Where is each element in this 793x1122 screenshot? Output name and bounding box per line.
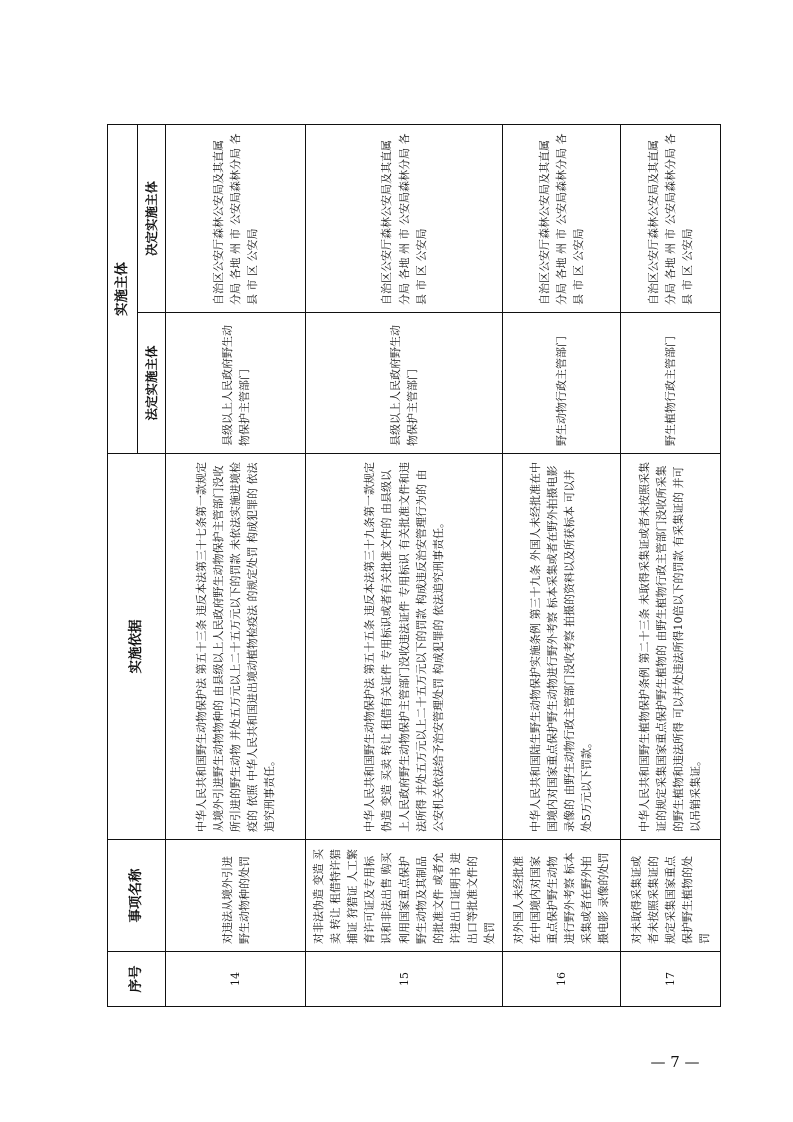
table-row [620, 125, 720, 1007]
page-number: — 7 — [650, 1053, 700, 1071]
row-decide-subject: 自治区公安厅森林公安局及其直属分局 各地 州 市 公安局森林分局 各县 市 区 公安局 [166, 125, 306, 313]
row-name: 对违法从境外引进野生动物种的处罚 [166, 840, 306, 952]
row-seq: 16 [502, 952, 620, 1007]
header-subject: 实施主体 [108, 125, 138, 454]
row-basis: 中华人民共和国野生动物保护法 第五十三条 违反本法第三十七条第一款规定 从境外引进野生动物物种的 由县级以上人民政府野生动物保护主管部门没收所引进的野生动物 并处五万元以上二十五万元以下的罚款 未依法实施进境检疫的 依照 中华人民共和国进出境动植物检疫法 的规定处罚 构成犯罪的 依法追究刑事责任。 [166, 454, 306, 840]
row-legal-subject: 县级以上人民政府野生动物保护主管部门 [306, 313, 503, 454]
header-basis: 实施依据 [108, 454, 166, 840]
table-row [502, 125, 620, 1007]
table-row [306, 125, 503, 1007]
row-name: 对未取得采集证或者未按照采集证的规定采集国家重点保护野生植物的处罚 [620, 840, 720, 952]
row-seq: 15 [306, 952, 503, 1007]
row-seq: 17 [620, 952, 720, 1007]
rotated-table-wrapper [107, 125, 711, 1007]
row-decide-subject: 自治区公安厅森林公安局及其直属分局 各地 州 市 公安局森林分局 各县 市 区 公安局 [306, 125, 503, 313]
row-seq: 14 [166, 952, 306, 1007]
header-row-1 [108, 125, 138, 1007]
header-decide-subject: 决定实施主体 [137, 125, 165, 313]
row-decide-subject: 自治区公安厅森林公安局及其直属分局 各地 州 市 公安局森林分局 各县 市 区 公安局 [620, 125, 720, 313]
row-legal-subject: 野生动物行政主管部门 [502, 313, 620, 454]
row-legal-subject: 县级以上人民政府野生动物保护主管部门 [166, 313, 306, 454]
header-legal-subject: 法定实施主体 [137, 313, 165, 454]
enforcement-table [107, 124, 721, 1007]
row-basis: 中华人民共和国野生动物保护法 第五十五条 违反本法第三十九条第一款规定 伪造 变造 买卖 转让 租借有关证件 专用标识或者有关批准文件的 由县级以上人民政府野生动物保护主管部门没收违法证件 专用标识 有关批准文件和违法所得 并处五万元以上二十五万元以下的罚款 构成违反治安管理行为的 由公安机关依法给予治安管理处罚 构成犯罪的 依法追究刑事责任。 [306, 454, 503, 840]
table-row [166, 125, 306, 1007]
row-basis: 中华人民共和国陆生野生动物保护实施条例 第三十九条 外国人未经批准在中国境内对国家重点保护野生动物进行野外考察 标本采集或者在野外拍摄电影 录像的 由野生动物行政主管部门没收考察 拍摄的资料以及所获标本 可以并处5万元以下罚款。 [502, 454, 620, 840]
row-basis: 中华人民共和国野生植物保护条例 第二十三条 未取得采集证或者未按照采集证的规定采集国家重点保护野生植物的 由野生植物行政主管部门没收所采集的野生植物和违法所得 可以并处违法所得10倍以下的罚款 有采集证的 并可以吊销采集证。 [620, 454, 720, 840]
header-seq: 序号 [108, 952, 166, 1007]
header-name: 事项名称 [108, 840, 166, 952]
row-name: 对非法伪造 变造 买卖 转让 租借特许猎捕证 狩猎证 人工繁育许可证及专用标识和非法出售 购买 利用国家重点保护野生动物及其制品的批准文件 或者允许进出口证明书 进出口等批准文件的处罚 [306, 840, 503, 952]
row-decide-subject: 自治区公安厅森林公安局及其直属分局 各地 州 市 公安局森林分局 各县 市 区 公安局 [502, 125, 620, 313]
row-name: 对外国人未经批准在中国境内对国家重点保护野生动物进行野外考察 标本采集或者在野外拍摄电影 录像的处罚 [502, 840, 620, 952]
row-legal-subject: 野生植物行政主管部门 [620, 313, 720, 454]
